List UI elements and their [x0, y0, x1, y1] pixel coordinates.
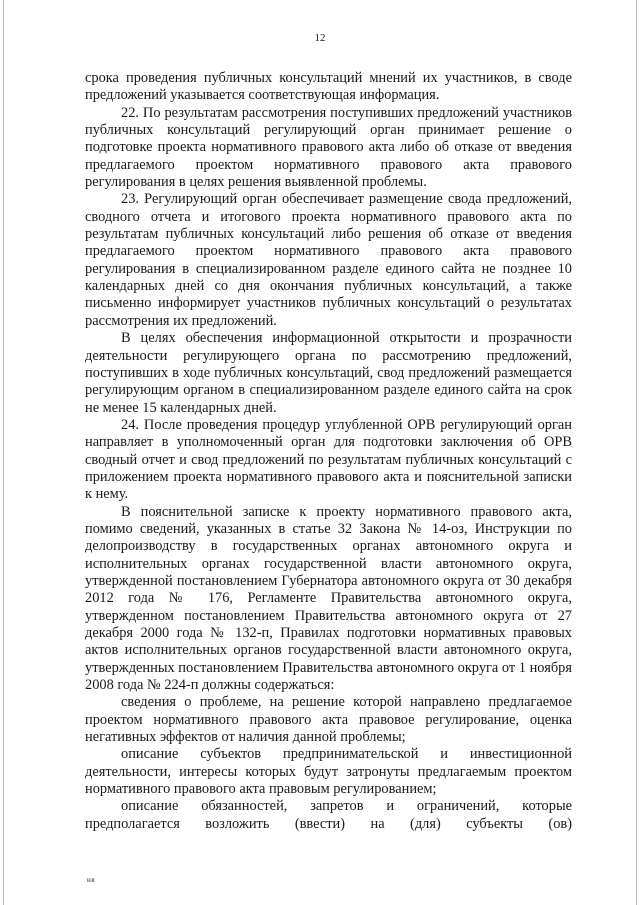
page-edge-right	[636, 0, 637, 905]
paragraph-item-22: 22. По результатам рассмотрения поступивших предложений участников публичных консультаций регулирующий орган принимает решение о подготовке проекта нормативного правового акта либо об отказе от введения предлагаемого проектом нормативного правового акта правового регулирования в целях решения выявленной проблемы.	[85, 104, 572, 191]
paragraph-explanatory-note: В пояснительной записке к проекту нормативного правового акта, помимо сведений, указанных в статье 32 Закона № 14-оз, Инструкции по делопроизводству в государственных органах автономного округа и исполнительных органах государственной власти автономного округа, утвержденной постановлением Губернатора автономного округа от 30 декабря 2012 года № 176, Регламенте Правительства автономного округа, утвержденном постановлением Правительства автономного округа от 27 декабря 2000 года № 132-п, Правилах подготовки нормативных правовых актов исполнительных органов государственной власти автономного округа, утвержденных постановлением Правительства автономного округа от 1 ноября 2008 года № 224-п должны содержаться:	[85, 503, 572, 694]
page-number: 12	[314, 32, 326, 44]
paragraph-subjects-description: описание субъектов предпринимательской и инвестиционной деятельности, интересы которых будут затронуты предлагаемым проектом нормативного правового акта правовым регулированием;	[85, 746, 572, 798]
paragraph-obligations-description: описание обязанностей, запретов и ограничений, которые предполагается возложить (ввести) на (для) субъекты (ов)	[85, 798, 572, 832]
paragraph-item-23: 23. Регулирующий орган обеспечивает размещение свода предложений, сводного отчета и итогового проекта нормативного правового акта по результатам публичных консультаций либо решения об отказе от введения предлагаемого проектом нормативного правового акта правового регулирования в специализированном разделе единого сайта не позднее 10 календарных дней со дня окончания публичных консультаций, а также письменно информирует участников публичных консультаций о результатах рассмотрения их предложений.	[85, 191, 572, 329]
paragraph-problem-info: сведения о проблеме, на решение которой направлено предлагаемое проектом нормативного правового акта правовое регулирование, оценка негативных эффектов от наличия данной проблемы;	[85, 694, 572, 746]
page-edge-left	[3, 0, 4, 905]
footer-initials: нв	[87, 876, 96, 884]
paragraph-continuation: срока проведения публичных консультаций мнений их участников, в своде предложений указывается соответствующая информация.	[85, 70, 572, 104]
paragraph-openness: В целях обеспечения информационной открытости и прозрачности деятельности регулирующего органа по рассмотрению предложений, поступивших в ходе публичных консультаций, свод предложений размещается регулирующим органом в специализированном разделе единого сайта на срок не менее 15 календарных дней.	[85, 330, 572, 416]
paragraph-item-24: 24. После проведения процедур углубленной ОРВ регулирующий орган направляет в уполномоченный орган для подготовки заключения об ОРВ сводный отчет и свод предложений по результатам публичных консультаций с приложением проекта нормативного правового акта и пояснительной записки к нему.	[85, 416, 572, 503]
document-body	[85, 70, 572, 833]
